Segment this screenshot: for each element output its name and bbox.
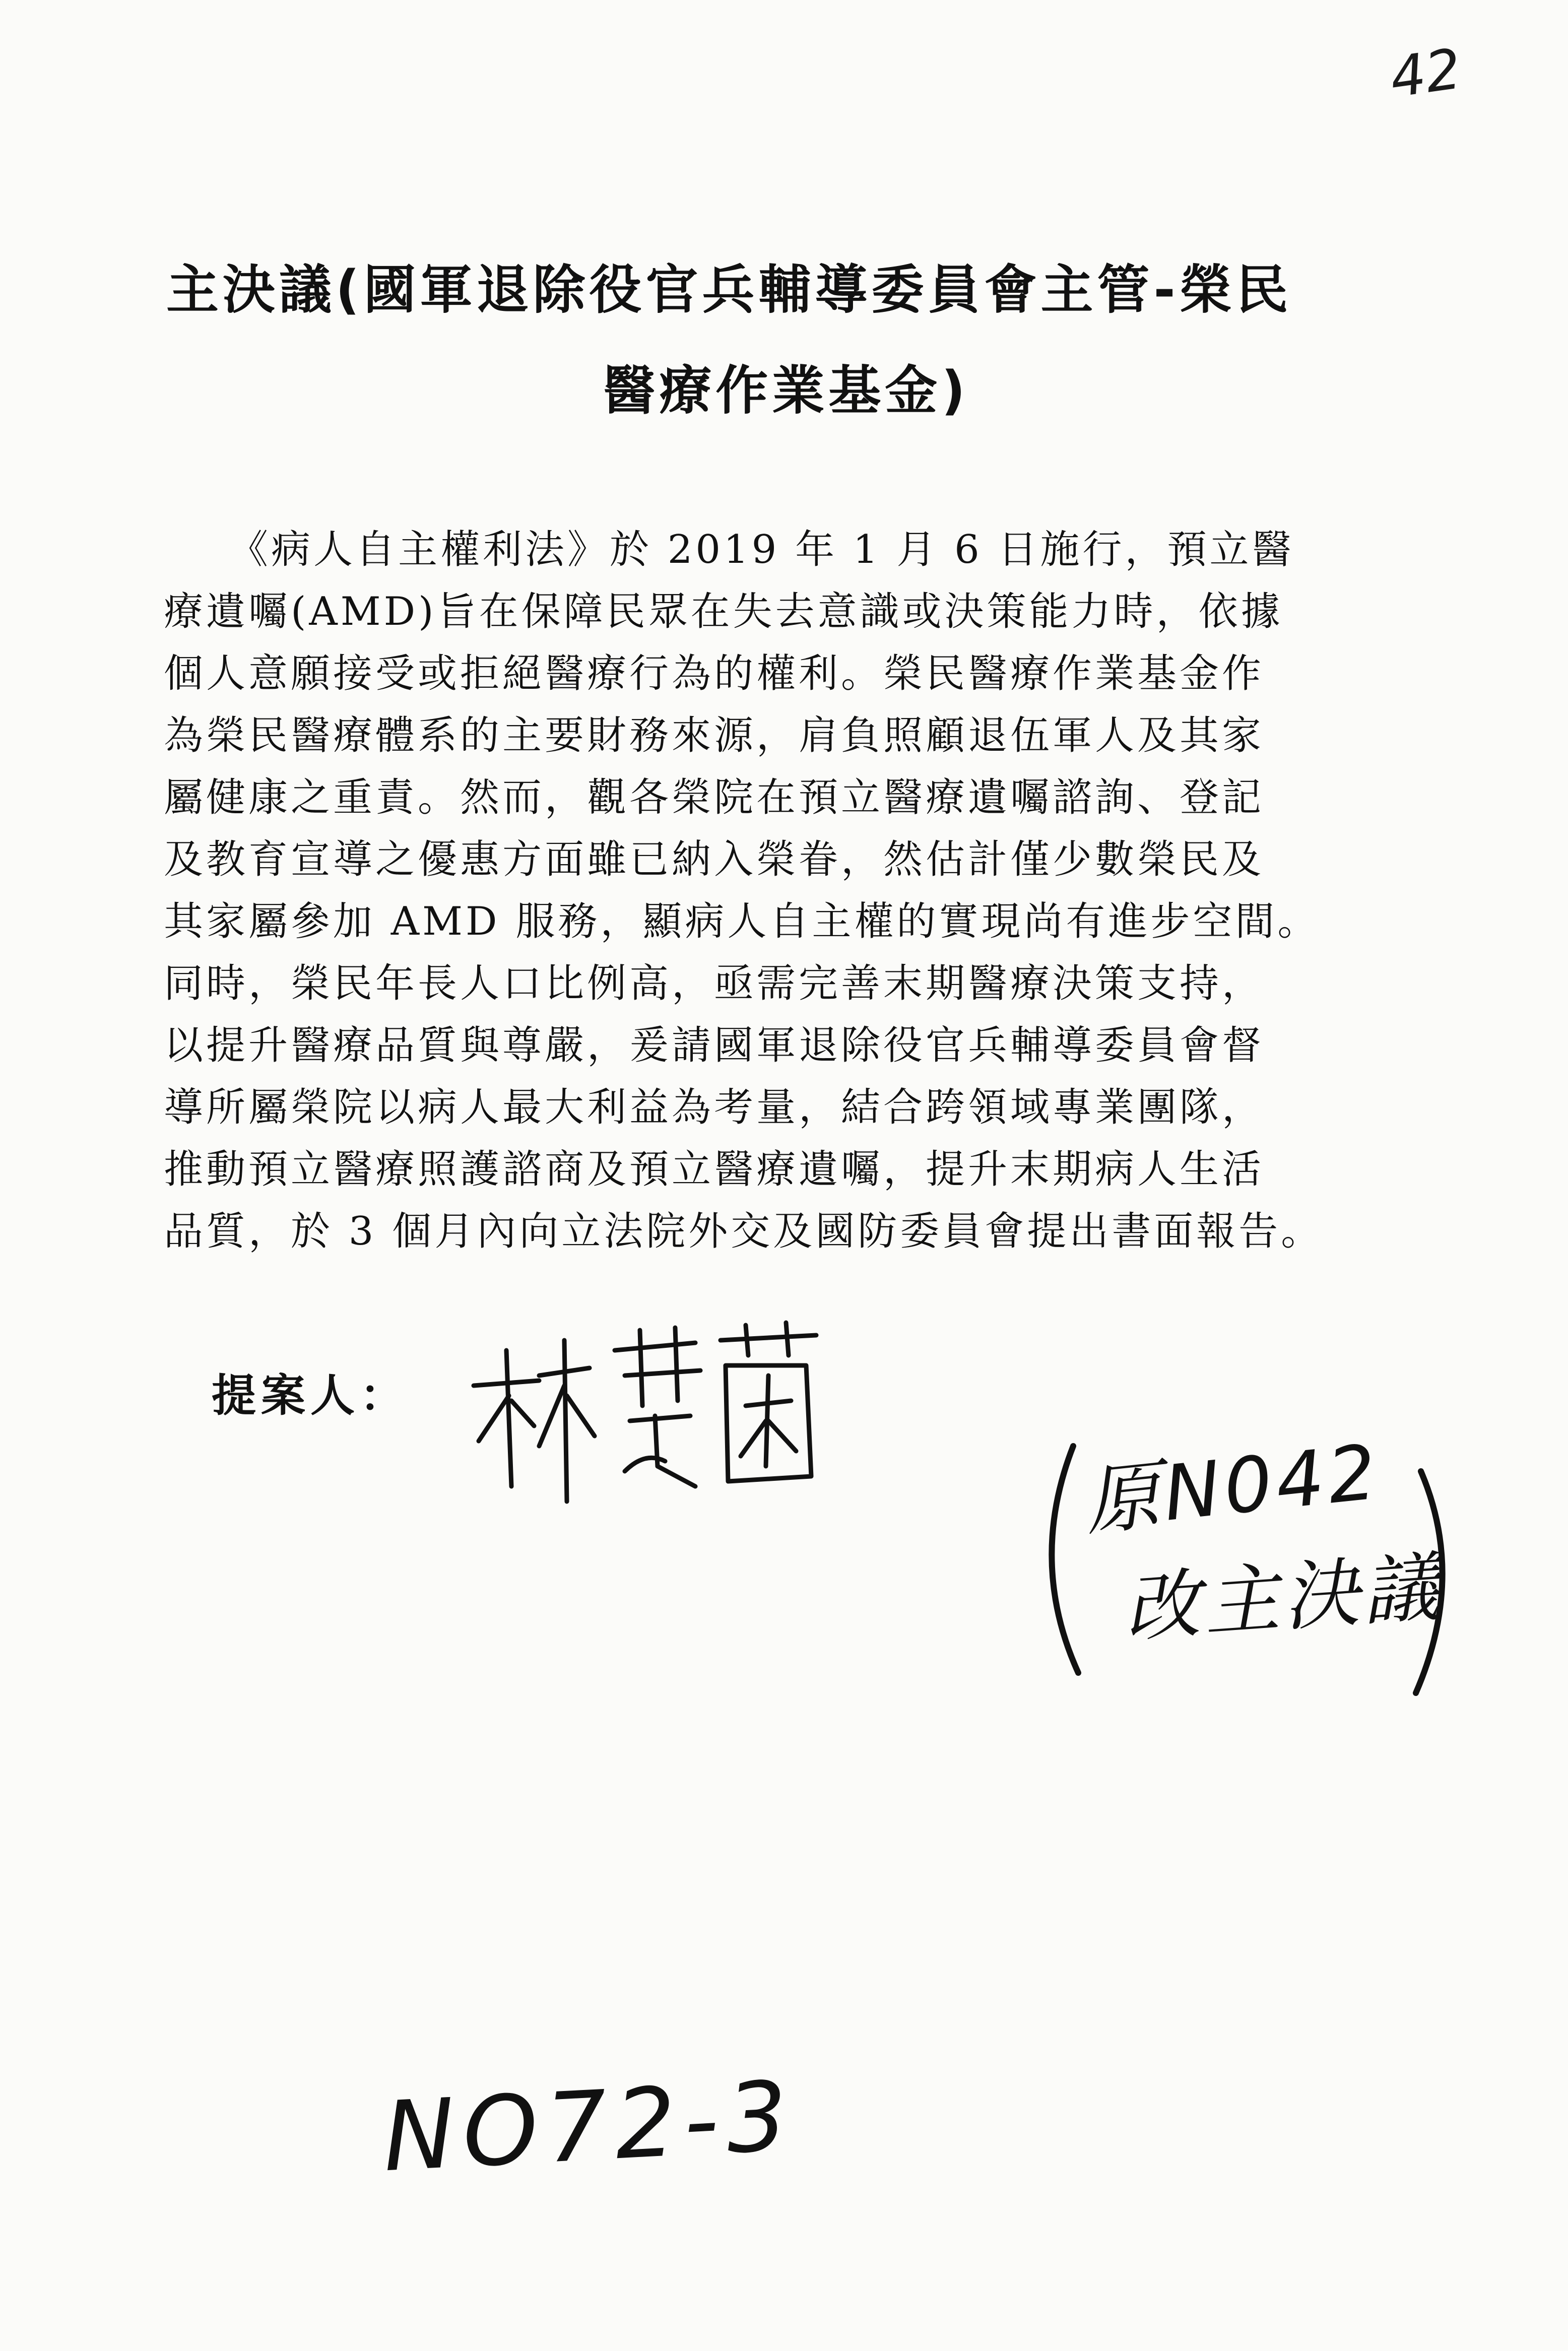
body-line: 同時，榮民年長人口比例高，亟需完善末期醫療決策支持， [164,961,1265,1006]
title-line-2: 醫療作業基金) [603,360,969,421]
handwritten-annotation [1018,1411,1471,1764]
body-line: 其家屬參加 AMD 服務，顯病人自主權的實現尚有進步空間。 [164,899,1320,944]
resolution-body [164,519,1324,1263]
body-line: 為榮民醫療體系的主要財務來源，肩負照顧退伍軍人及其家 [164,713,1265,758]
body-line: 以提升醫療品質與尊嚴，爰請國軍退除役官兵輔導委員會督 [164,1023,1265,1068]
annotation-line-1: 原N042 [1080,1428,1385,1547]
body-line: 導所屬榮院以病人最大利益為考量，結合跨領域專業團隊， [164,1085,1265,1130]
proposer-label: 提案人： [212,1369,410,1421]
annotation-line-2: 改主決議 [1121,1543,1446,1653]
body-line: 推動預立醫療照護諮商及預立醫療遺囑，提升末期病人生活 [164,1147,1265,1192]
body-line: 及教育宣導之優惠方面雖已納入榮眷，然估計僅少數榮民及 [164,837,1265,882]
body-line: 個人意願接受或拒絕醫療行為的權利。榮民醫療作業基金作 [164,651,1265,696]
body-line: 《病人自主權利法》於 2019 年 1 月 6 日施行，預立醫 [164,527,1294,572]
body-line: 屬健康之重責。然而，觀各榮院在預立醫療遺囑諮詢、登記 [164,775,1265,820]
body-line: 療遺囑(AMD)旨在保障民眾在失去意識或決策能力時，依據 [164,589,1283,634]
body-line: 品質，於 3 個月內向立法院外交及國防委員會提出書面報告。 [164,1209,1324,1254]
handwritten-page-number: 42 [1386,36,1465,110]
handwritten-signature [464,1320,826,1522]
handwritten-case-number: NO72-3 [380,2060,799,2193]
title-line-1: 主決議(國軍退除役官兵輔導委員會主管-榮民 [166,259,1292,320]
